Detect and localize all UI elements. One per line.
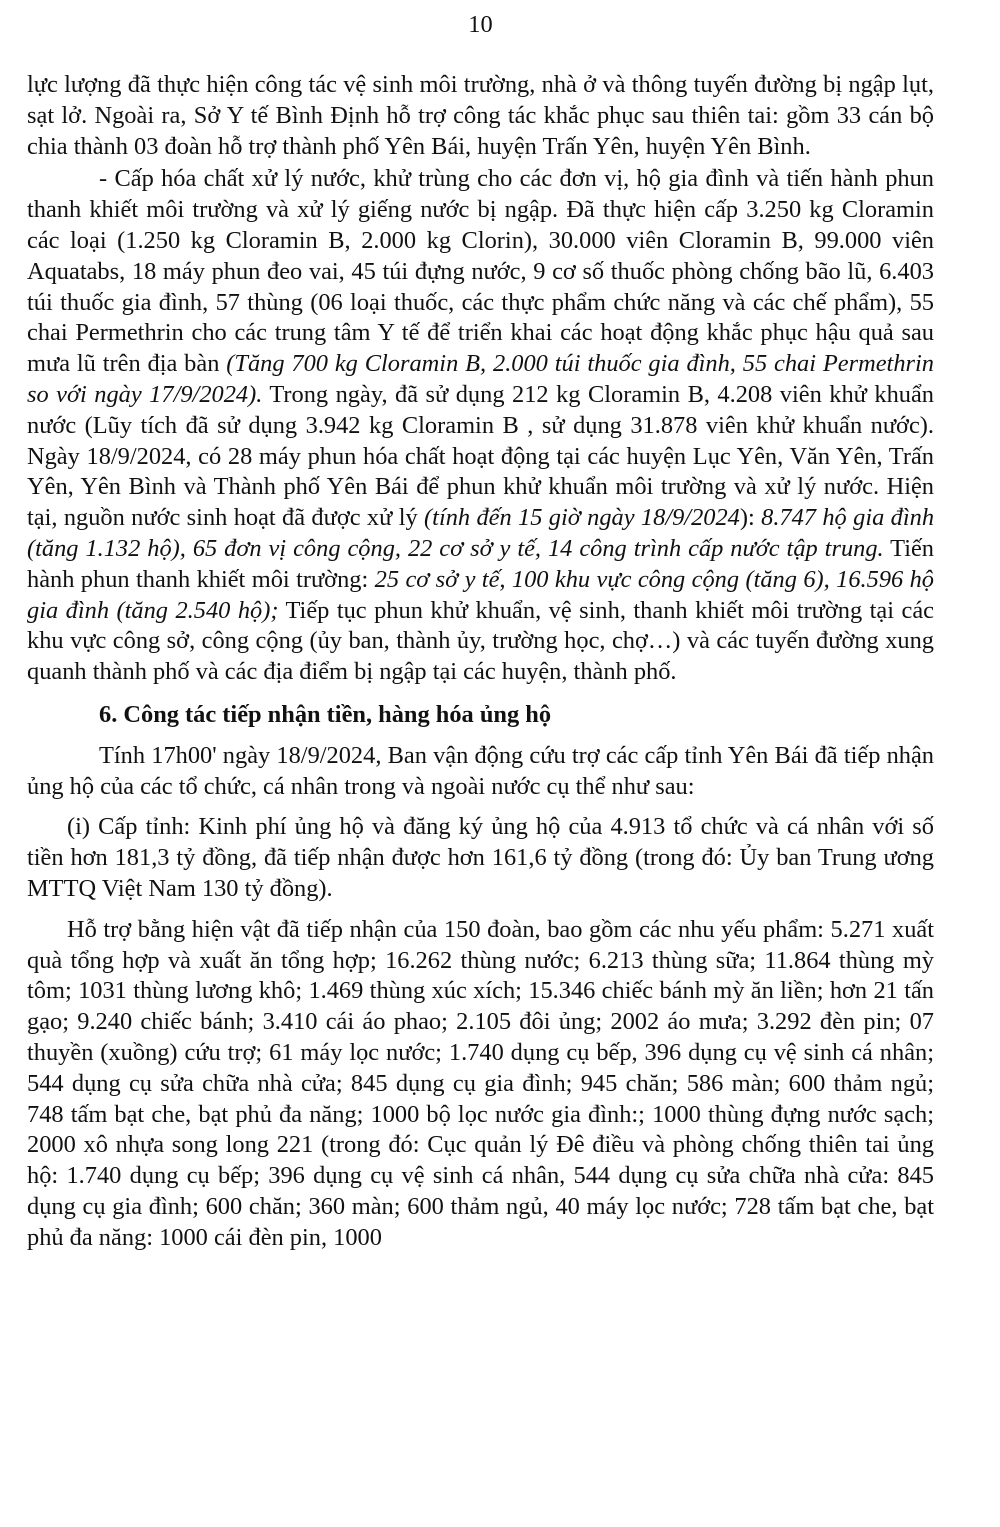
text-run: Trong ngày, đã sử dụng 212 kg Cloramin B, 4.208 viên khử khuẩn nước (Lũy tích đã sử dụng 3.942 kg Cloramin B , sử dụng 31.878 viên khử khuẩn nước). Ngày 18/9/2024, có 28 máy phun hóa chất hoạt động tại các huyện Lục Yên, Văn Yên, Trấn Yên, Yên Bình và Thành phố Yên Bái để phun khử khuẩn môi trường và xử lý nước. Hiện tại, nguồn nước sinh hoạt đã được xử lý bbox=[27, 380, 934, 532]
text-run: - Cấp hóa chất xử lý nước, khử trùng cho các đơn vị, hộ gia đình và tiến hành phun thanh khiết môi trường và xử lý giếng nước bị ngập. Đã thực hiện cấp 3.250 kg Cloramin các loại (1.250 kg Cloramin B, 2.000 kg Clorin), 30.000 viên Cloramin B, 99.000 viên Aquatabs, 18 máy phun đeo vai, 45 túi đựng nước, 9 cơ số thuốc phòng chống bão lũ, 6.403 túi thuốc gia đình, 57 thùng (06 loại thuốc, các thực phẩm chức năng và các chế phẩm), 55 chai Permethrin cho các trung tâm Y tế để triển khai các hoạt động khắc phục hậu quả sau mưa lũ trên địa bàn bbox=[27, 165, 934, 378]
section-heading: 6. Công tác tiếp nhận tiền, hàng hóa ủng hộ bbox=[99, 700, 552, 728]
text-run: Tiếp tục phun khử khuẩn, vệ sinh, thanh khiết môi trường tại các khu vực công sở, công cộng (ủy ban, thành ủy, trường học, chợ…) và các tuyến đường xung quanh thành phố và các địa điểm bị ngập tại các huyện, thành phố. bbox=[27, 596, 934, 686]
text-run: Tiến hành phun thanh khiết môi trường: bbox=[27, 534, 934, 593]
paragraph-provincial-funds: (i) Cấp tỉnh: Kinh phí ủng hộ và đăng ký ủng hộ của 4.913 tổ chức và cá nhân với số tiền hơn 181,3 tỷ đồng, đã tiếp nhận được hơn 161,6 tỷ đồng (trong đó: Ủy ban Trung ương MTTQ Việt Nam 130 tỷ đồng). bbox=[27, 813, 934, 902]
paragraph-donation-intro: Tính 17h00' ngày 18/9/2024, Ban vận động cứu trợ các cấp tỉnh Yên Bái đã tiếp nhận ủng hộ của các tổ chức, cá nhân trong và ngoài nước cụ thể như sau: bbox=[27, 741, 934, 800]
italic-run: (Tăng 700 kg Cloramin B, 2.000 túi thuốc gia đình, 55 chai Permethrin so với ngày 17/9/2024). bbox=[27, 350, 934, 408]
text-run: ): bbox=[739, 504, 762, 532]
paragraph-in-kind-support: Hỗ trợ bằng hiện vật đã tiếp nhận của 150 đoàn, bao gồm các nhu yếu phẩm: 5.271 xuất quà tổng hợp và xuất ăn tổng hợp; 16.262 thùng nước; 6.213 thùng sữa; 11.864 thùng mỳ tôm; 1031 thùng lương khô; 1.469 thùng xúc xích; 15.346 chiếc bánh mỳ ăn liền; hơn 21 tấn gạo; 9.240 chiếc bánh; 3.410 cái áo phao; 2.105 đôi ủng; 2002 áo mưa; 3.292 đèn pin; 07 thuyền (xuồng) cứu trợ; 61 máy lọc nước; 1.740 dụng cụ bếp, 396 dụng cụ vệ sinh cá nhân; 544 dụng cụ sửa chữa nhà cửa; 845 dụng cụ gia đình; 945 chăn; 586 màn; 600 thảm ngủ; 748 tấm bạt che, bạt phủ đa năng; 1000 bộ lọc nước gia đình:; 1000 thùng đựng nước sạch; 2000 xô nhựa song long 221 (trong đó: Cục quản lý Đê điều và phòng chống thiên tai ủng hộ: 1.740 dụng cụ bếp; 396 dụng cụ vệ sinh cá nhân, 544 dụng cụ sửa chữa nhà cửa: 845 dụng cụ gia đình; 600 chăn; 360 màn; 600 thảm ngủ, 40 máy lọc nước; 728 tấm bạt che, bạt phủ đa năng: 1000 cái đèn pin, 1000 bbox=[27, 915, 934, 1251]
italic-run: 25 cơ sở y tế, 100 khu vực công cộng (tăng 6), 16.596 hộ gia đình (tăng 2.540 hộ); bbox=[27, 565, 934, 624]
italic-run: 8.747 hộ gia đình (tăng 1.132 hộ), 65 đơn vị công cộng, 22 cơ sở y tế, 14 công trình cấp nước tập trung. bbox=[27, 504, 935, 562]
paragraph-sanitation-support: lực lượng đã thực hiện công tác vệ sinh môi trường, nhà ở và thông tuyến đường bị ngập lụt, sạt lở. Ngoài ra, Sở Y tế Bình Định hỗ trợ công tác khắc phục sau thiên tai: gồm 33 cán bộ chia thành 03 đoàn hỗ trợ thành phố Yên Bái, huyện Trấn Yên, huyện Yên Bình. bbox=[27, 71, 934, 160]
italic-run: (tính đến 15 giờ ngày 18/9/2024 bbox=[424, 504, 740, 532]
page-number: 10 bbox=[468, 11, 493, 38]
paragraph-chemical-supply bbox=[27, 164, 934, 688]
